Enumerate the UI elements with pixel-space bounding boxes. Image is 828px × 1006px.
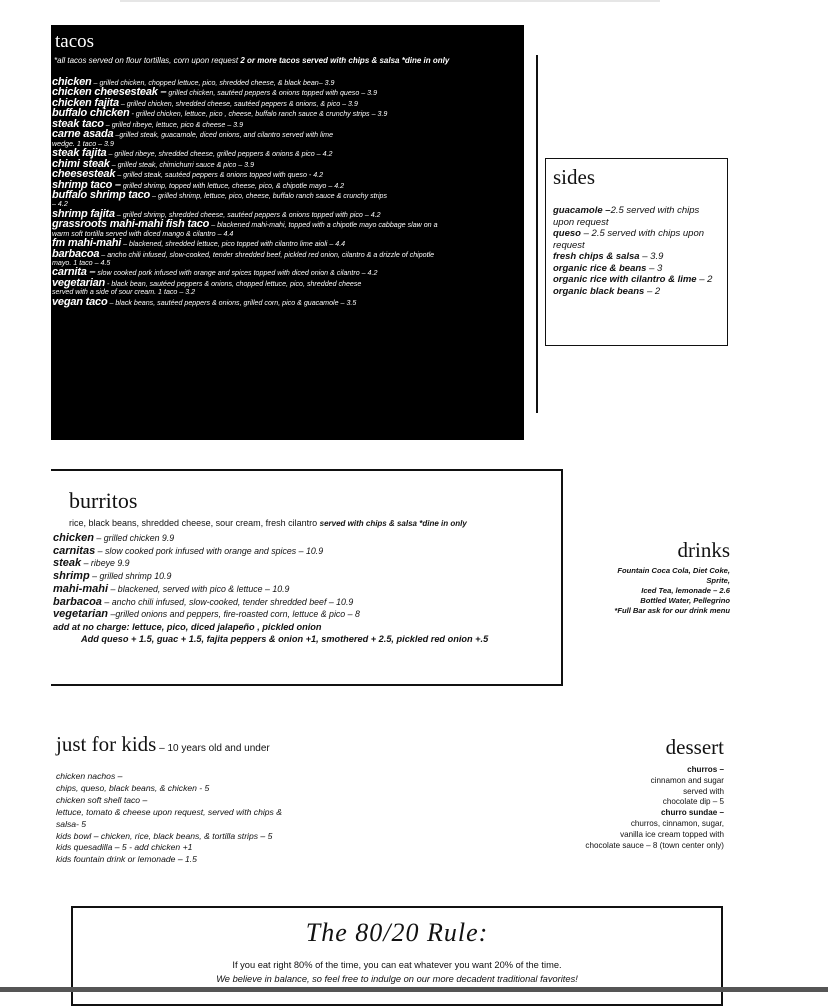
- dessert-line: served with: [683, 786, 724, 796]
- item-desc: – grilled chicken 9.9: [93, 533, 175, 543]
- dessert-item-name-text: churros –: [687, 765, 724, 774]
- item-name: fresh chips & salsa: [553, 251, 640, 262]
- bottom-bar: [0, 987, 828, 992]
- sides-title: sides: [553, 165, 595, 189]
- kids-title-text: just for kids: [56, 732, 157, 756]
- item-desc: slow cooked pork infused with orange and spices topped with diced onion & cilantro – 4.2: [95, 269, 378, 278]
- burritos-add-ons: Add queso + 1.5, guac + 1.5, fajita peppers & onion +1, smothered + 2.5, pickled red onion +.5: [81, 634, 489, 645]
- item-desc: – blackened, shredded lettuce, pico topped with cilantro lime aioli – 4.4: [121, 240, 346, 249]
- item-name: carnita –: [52, 266, 96, 279]
- dessert-line: cinnamon and sugar: [650, 775, 724, 785]
- sides-section: [545, 158, 728, 346]
- menu-item: [52, 130, 352, 148]
- dessert-line: chocolate dip – 5: [662, 797, 724, 807]
- tacos-note-text: *all tacos served on flour tortillas, corn upon request: [54, 56, 241, 65]
- tacos-section: [51, 25, 524, 440]
- item-name: shrimp: [53, 570, 90, 583]
- item-desc: - grilled chicken, lettuce, pico , cheese, buffalo ranch sauce & crunchy strips – 3.9: [129, 110, 388, 119]
- menu-item: [52, 88, 520, 97]
- top-divider: [120, 0, 660, 2]
- item-desc: - black bean, sautéed peppers & onions, chopped lettuce, pico, shredded cheese served with a side of sour cream. 1 taco – 3.2: [52, 279, 362, 297]
- item-name: steak taco: [52, 117, 104, 130]
- menu-item: [52, 295, 520, 308]
- kids-subtitle: – 10 years old and under: [156, 743, 270, 754]
- kids-line: chicken soft shell taco –: [56, 794, 148, 805]
- item-name: organic rice with cilantro & lime: [553, 274, 697, 285]
- item-name: chicken: [52, 76, 92, 88]
- kids-line: kids bowl – chicken, rice, black beans, & tortilla strips – 5: [56, 830, 273, 841]
- item-name: carne asada: [52, 128, 114, 141]
- kids-line: kids fountain drink or lemonade – 1.5: [56, 854, 197, 865]
- drinks-line: Bottled Water, Pellegrino: [640, 596, 730, 605]
- item-desc: –grilled steak, guacamole, diced onions, and cilantro served with lime wedge. 1 taco – 3.9: [52, 131, 334, 148]
- drinks-line: Fountain Coca Cola, Diet Coke,: [617, 566, 730, 575]
- item-desc: – blackened mahi-mahi, topped with a chipotle mayo cabbage slaw on a warm soft tortilla served with diced mango & cilantro – 4.4: [52, 221, 438, 238]
- kids-list: [56, 771, 356, 866]
- item-desc: – grilled ribeye, shredded cheese, grilled peppers & onions & pico – 4.2: [106, 150, 333, 159]
- item-desc: – 2.5 served with chips upon request: [553, 228, 705, 251]
- item-name: vegetarian: [52, 276, 106, 289]
- menu-item: [53, 608, 553, 621]
- kids-line: salsa- 5: [56, 818, 87, 829]
- menu-item: [52, 220, 442, 238]
- menu-item: [52, 276, 362, 297]
- item-desc: – black beans, sautéed peppers & onions, grilled corn, pico & guacamole – 3.5: [107, 298, 357, 307]
- menu-item: [53, 596, 553, 609]
- kids-line: chicken nachos –: [56, 771, 123, 781]
- vertical-divider: [536, 55, 538, 413]
- item-name: mahi-mahi: [53, 582, 109, 595]
- tacos-title: tacos: [55, 31, 95, 52]
- kids-line: chips, queso, black beans, & chicken - 5: [56, 782, 210, 793]
- item-name: chicken: [53, 532, 94, 544]
- item-desc: – grilled ribeye, lettuce, pico & cheese – 3.9: [103, 120, 244, 129]
- drinks-title: drinks: [677, 538, 730, 562]
- menu-item: [553, 205, 723, 228]
- item-desc: – blackened, served with pico & lettuce – 10.9: [108, 583, 290, 594]
- menu-item: [52, 247, 447, 268]
- item-name: barbacoa: [52, 247, 100, 260]
- rule-text-italic: We believe in balance, so feel free to indulge on our more decadent traditional favorites!: [216, 974, 578, 984]
- item-desc: – grilled shrimp 10.9: [89, 571, 172, 582]
- item-name: buffalo shrimp taco: [52, 189, 151, 202]
- item-desc: – grilled shrimp, lettuce, pico, cheese, buffalo ranch sauce & crunchy strips – 4.2: [52, 192, 388, 209]
- menu-item: [53, 545, 553, 558]
- item-name: fm mahi-mahi: [52, 237, 122, 250]
- menu-item: [52, 117, 520, 130]
- menu-item: [553, 228, 723, 251]
- item-name: organic rice & beans: [553, 262, 647, 274]
- rule-text: If you eat right 80% of the time, you can eat whatever you want 20% of the time.: [232, 960, 562, 970]
- burritos-base-text: rice, black beans, shredded cheese, sour cream, fresh cilantro: [69, 518, 320, 528]
- item-name: chicken cheesesteak –: [52, 86, 167, 99]
- item-desc: – ancho chili infused, slow-cooked, tender shredded beef, pickled red onion, cilantro & a drizzle of chipotle mayo. 1 taco – 4.5: [52, 250, 435, 267]
- kids-line: kids quesadilla – 5 - add chicken +1: [56, 842, 193, 853]
- dessert-section: [550, 735, 724, 851]
- menu-item: [52, 149, 520, 158]
- kids-section: [56, 732, 356, 866]
- menu-item: [553, 263, 723, 275]
- burritos-title: burritos: [69, 488, 138, 513]
- dessert-title: dessert: [665, 735, 724, 759]
- burritos-no-charge: add at no charge: lettuce, pico, diced jalapeño , pickled onion: [53, 621, 322, 632]
- dessert-line: vanilla ice cream topped with: [620, 829, 724, 839]
- menu-item: [553, 251, 723, 263]
- menu-item: [53, 532, 553, 545]
- item-desc: – 2: [644, 285, 661, 297]
- item-desc: – 3.9: [639, 251, 664, 262]
- rule-title: The 80/20 Rule:: [305, 918, 489, 947]
- item-name: chimi steak: [52, 157, 110, 170]
- drinks-line: *Full Bar ask for our drink menu: [614, 606, 730, 615]
- item-desc: – grilled steak, chimichurri sauce & pico – 3.9: [109, 160, 255, 169]
- item-name: shrimp fajita: [52, 207, 115, 220]
- item-name: shrimp taco –: [52, 178, 121, 191]
- item-desc: – grilled shrimp, shredded cheese, sautéed peppers & onions topped with pico – 4.2: [114, 210, 381, 219]
- menu-item: [553, 274, 723, 286]
- dessert-line: churros, cinnamon, sugar,: [630, 818, 724, 828]
- dessert-item-name-text: churro sundae –: [661, 808, 724, 818]
- menu-item: [53, 570, 553, 583]
- item-desc: – 2: [696, 274, 713, 285]
- kids-title: [56, 732, 356, 757]
- item-desc: –grilled onions and peppers, fire-roasted corn, lettuce & pico – 8: [108, 609, 360, 620]
- item-name: barbacoa: [53, 595, 102, 608]
- item-desc: – ancho chili infused, slow-cooked, tender shredded beef – 10.9: [101, 596, 354, 607]
- item-name: buffalo chicken: [52, 107, 130, 120]
- item-name: grassroots mahi-mahi fish taco: [52, 218, 210, 231]
- menu-item: [52, 170, 520, 179]
- drinks-list: [590, 566, 730, 616]
- item-name: guacamole –: [553, 205, 611, 216]
- burritos-base: [69, 518, 467, 528]
- burritos-section: [51, 469, 563, 686]
- item-name: organic black beans: [553, 285, 645, 297]
- drinks-line: Iced Tea, lemonade – 2.6: [641, 586, 730, 595]
- item-name: steak: [53, 557, 82, 570]
- item-name: steak fajita: [52, 147, 107, 160]
- dessert-item-name: [550, 808, 724, 819]
- dessert-list: [550, 765, 724, 851]
- burritos-list: [53, 532, 553, 646]
- menu-item: [52, 157, 520, 170]
- item-desc: – grilled chicken, shredded cheese, sautéed peppers & onions, & pico – 3.9: [118, 99, 358, 108]
- item-name: cheesesteak: [52, 168, 116, 181]
- tacos-note-bold: 2 or more tacos served with chips & salsa *dine in only: [240, 56, 450, 65]
- item-desc: – grilled chicken, chopped lettuce, pico, shredded cheese, & black bean– 3.9: [91, 79, 335, 87]
- item-desc: grilled shrimp, topped with lettuce, cheese, pico, & chipotle mayo – 4.2: [120, 181, 345, 190]
- burritos-base-bold: served with chips & salsa *dine in only: [319, 519, 467, 528]
- item-name: vegetarian: [53, 608, 109, 621]
- dessert-item-name: [550, 765, 724, 776]
- item-name: vegan taco: [52, 295, 108, 308]
- item-desc: – slow cooked pork infused with orange and spices – 10.9: [95, 545, 324, 556]
- menu-item: [52, 109, 520, 118]
- item-name: queso: [553, 228, 581, 239]
- item-desc: 2.5 served with chips upon request: [553, 205, 700, 228]
- menu-item: [52, 268, 520, 277]
- menu-item: [53, 583, 553, 596]
- tacos-list: [52, 78, 520, 308]
- menu-item: [52, 239, 520, 248]
- menu-item: [53, 557, 553, 570]
- item-desc: – 3: [646, 262, 663, 274]
- item-desc: – ribeye 9.9: [81, 558, 130, 569]
- kids-line: lettuce, tomato & cheese upon request, served with chips &: [56, 806, 282, 817]
- item-name: chicken fajita: [52, 96, 119, 109]
- menu-item: [52, 191, 392, 209]
- item-name: carnitas: [53, 544, 96, 557]
- sides-list: [553, 205, 723, 297]
- item-desc: – grilled steak, sautéed peppers & onions topped with queso - 4.2: [115, 171, 324, 180]
- dessert-line: chocolate sauce – 8 (town center only): [585, 840, 724, 850]
- drinks-line: Sprite,: [706, 576, 730, 585]
- tacos-note: [54, 56, 449, 65]
- item-desc: grilled chicken, sautéed peppers & onions topped with queso – 3.9: [166, 89, 378, 98]
- drinks-section: [590, 538, 730, 616]
- menu-item: [553, 286, 723, 298]
